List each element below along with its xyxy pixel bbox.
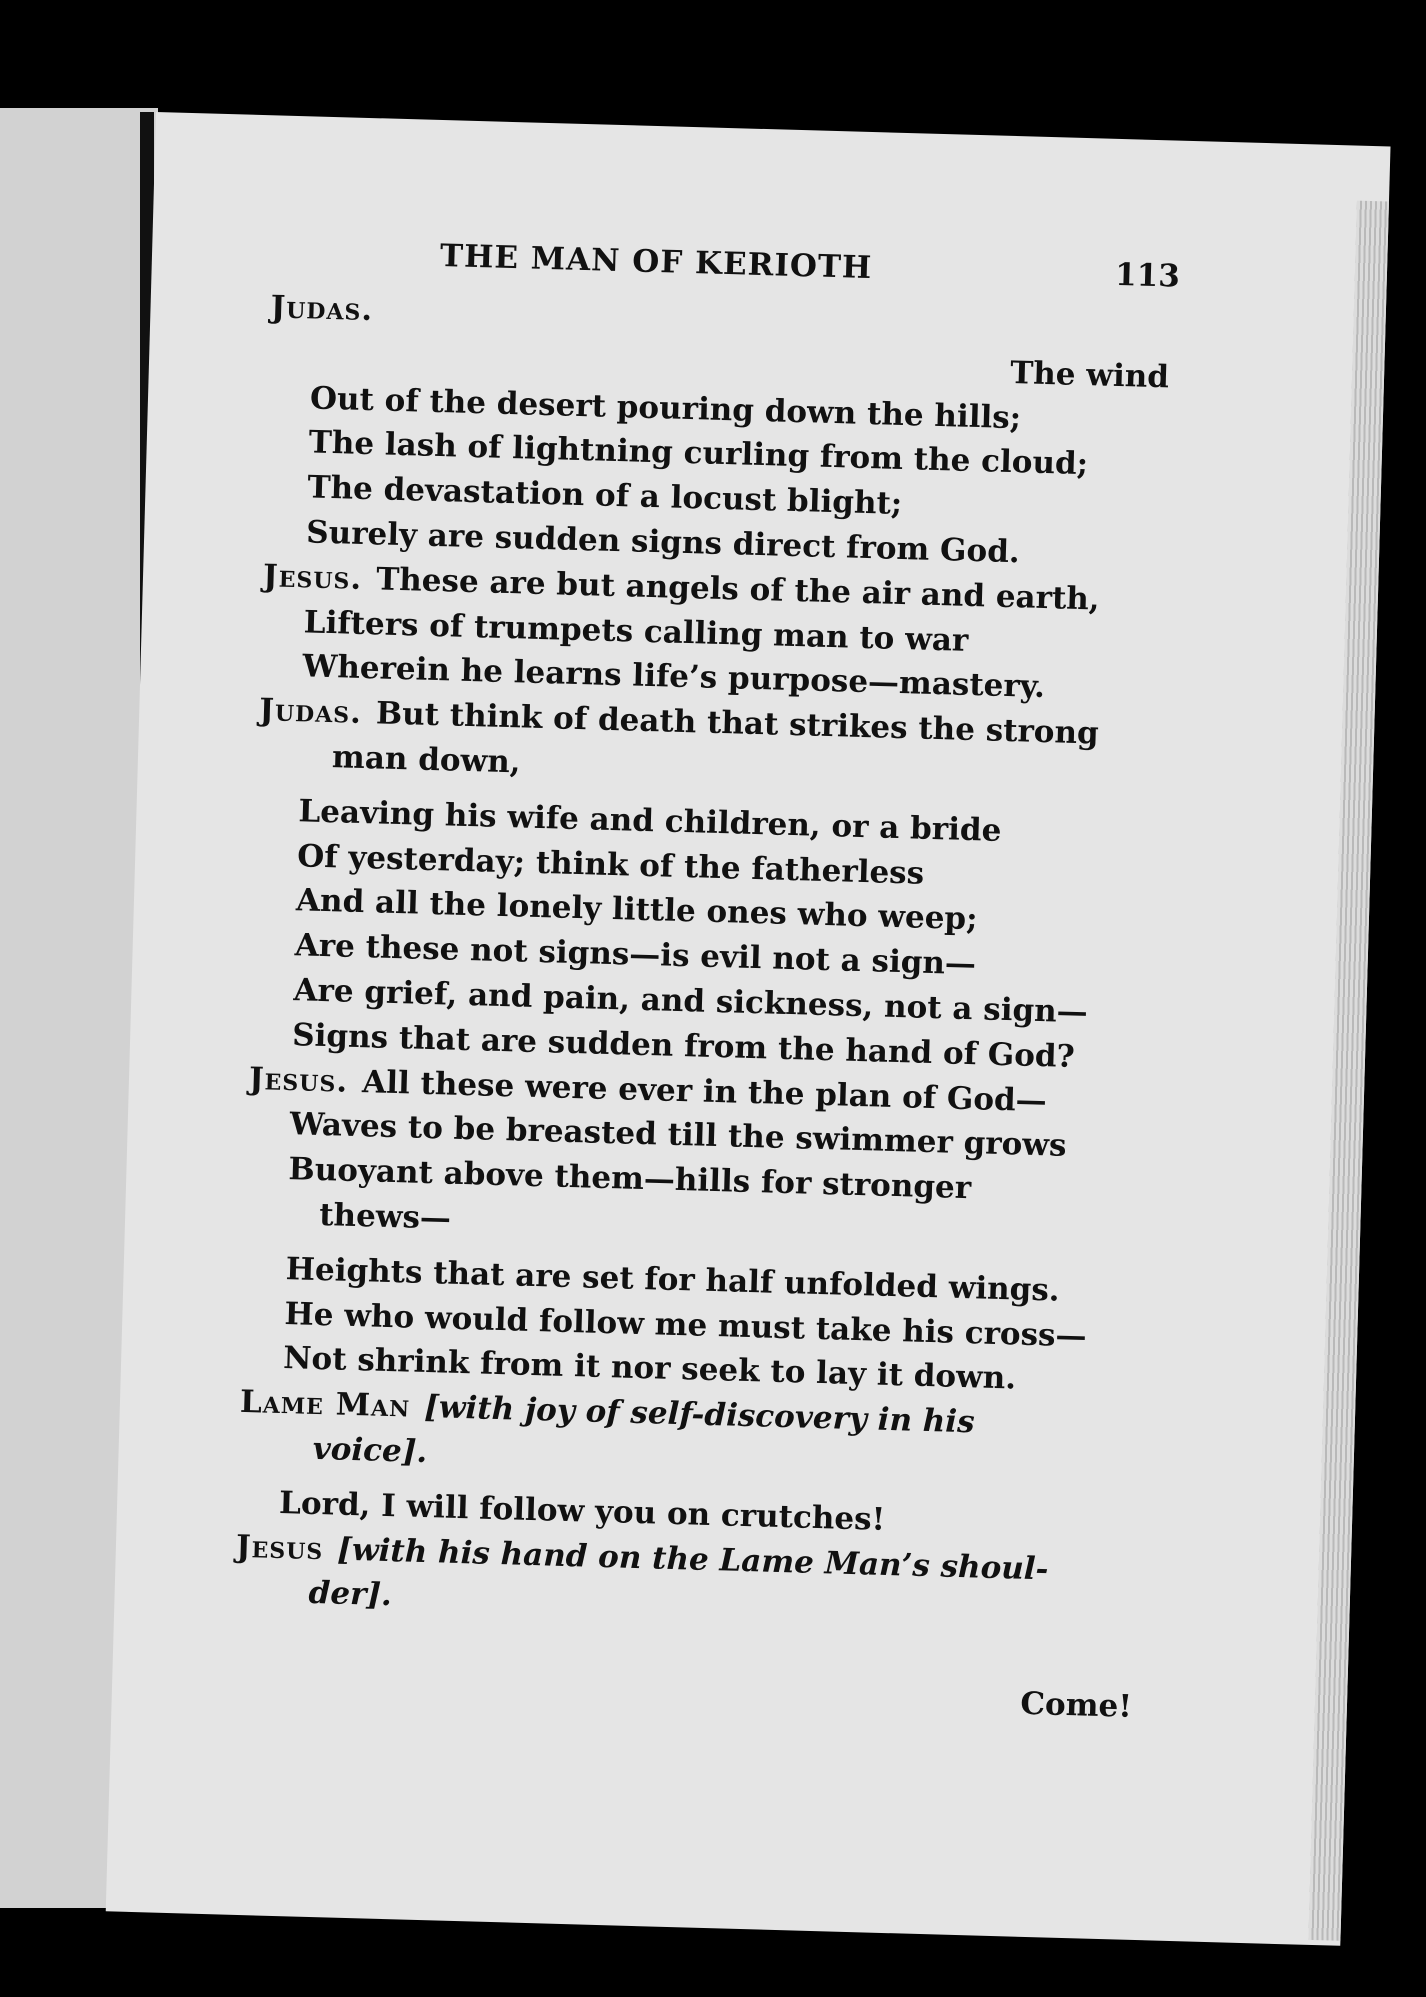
stage-direction: der]. bbox=[308, 1575, 393, 1614]
speech-line: He who would follow me must take his cross— bbox=[283, 1295, 1088, 1354]
speech-line: Jesus. These are but angels of the air and earth, bbox=[262, 557, 1101, 618]
book-page bbox=[106, 112, 1391, 1946]
speech-line: Are these not signs—is evil not a sign— bbox=[294, 927, 977, 983]
speech-line: thews— bbox=[318, 1196, 452, 1237]
speech-line: Judas. But think of death that strikes the strong bbox=[258, 692, 1100, 752]
speech-line: Come! bbox=[1019, 1685, 1133, 1725]
speech-line: And all the lonely little ones who weep; bbox=[295, 882, 979, 938]
speaker-name: Judas. bbox=[258, 692, 363, 732]
speech-line: Surely are sudden signs direct from God. bbox=[305, 514, 1021, 571]
speech-line: Jesus. All these were ever in the plan of God— bbox=[248, 1060, 1048, 1119]
page-header bbox=[440, 238, 1181, 295]
running-title: THE MAN OF KERIOTH bbox=[439, 237, 873, 287]
speaker-name: Judas. bbox=[270, 289, 374, 329]
speech-line: Wherein he learns life’s purpose—mastery. bbox=[302, 648, 1046, 706]
speech-line: man down, bbox=[331, 739, 522, 781]
speech-line: The lash of lightning curling from the cloud; bbox=[308, 424, 1089, 483]
page-edge bbox=[1308, 201, 1389, 1941]
page-number: 113 bbox=[1114, 256, 1181, 295]
speech-line: Not shrink from it nor seek to lay it down. bbox=[282, 1340, 1017, 1397]
speech-line: Waves to be breasted till the swimmer grows bbox=[289, 1106, 1067, 1165]
speaker-name: Lame Man bbox=[239, 1383, 411, 1425]
speech-line: Lifters of trumpets calling man to war bbox=[303, 603, 969, 659]
stage-direction: [with his hand on the Lame Man’s shoul- bbox=[336, 1531, 1049, 1587]
speech-line: Leaving his wife and children, or a bride bbox=[298, 793, 1002, 849]
speech-line: Of yesterday; think of the fatherless bbox=[296, 837, 925, 892]
speaker-name: Jesus bbox=[235, 1528, 324, 1567]
speech-line: Heights that are set for half unfolded wings. bbox=[285, 1250, 1061, 1309]
speech-line: The devastation of a locust blight; bbox=[307, 469, 903, 523]
speech-line: Buoyant above them—hills for stronger bbox=[288, 1151, 972, 1207]
speech-line: The wind bbox=[1009, 354, 1170, 396]
stage-direction: [with joy of self-discovery in his bbox=[423, 1389, 976, 1441]
speech-line: Are grief, and pain, and sickness, not a sign— bbox=[293, 972, 1089, 1031]
speech-line: Out of the desert pouring down the hills; bbox=[309, 380, 1022, 436]
speaker-name: Jesus. bbox=[248, 1060, 349, 1100]
stage-direction: voice]. bbox=[312, 1430, 428, 1471]
speech-line: Signs that are sudden from the hand of God? bbox=[291, 1016, 1076, 1075]
play-text bbox=[232, 285, 1171, 1729]
speech-line: Lord, I will follow you on crutches! bbox=[278, 1484, 886, 1538]
speaker-name: Jesus. bbox=[262, 557, 363, 597]
